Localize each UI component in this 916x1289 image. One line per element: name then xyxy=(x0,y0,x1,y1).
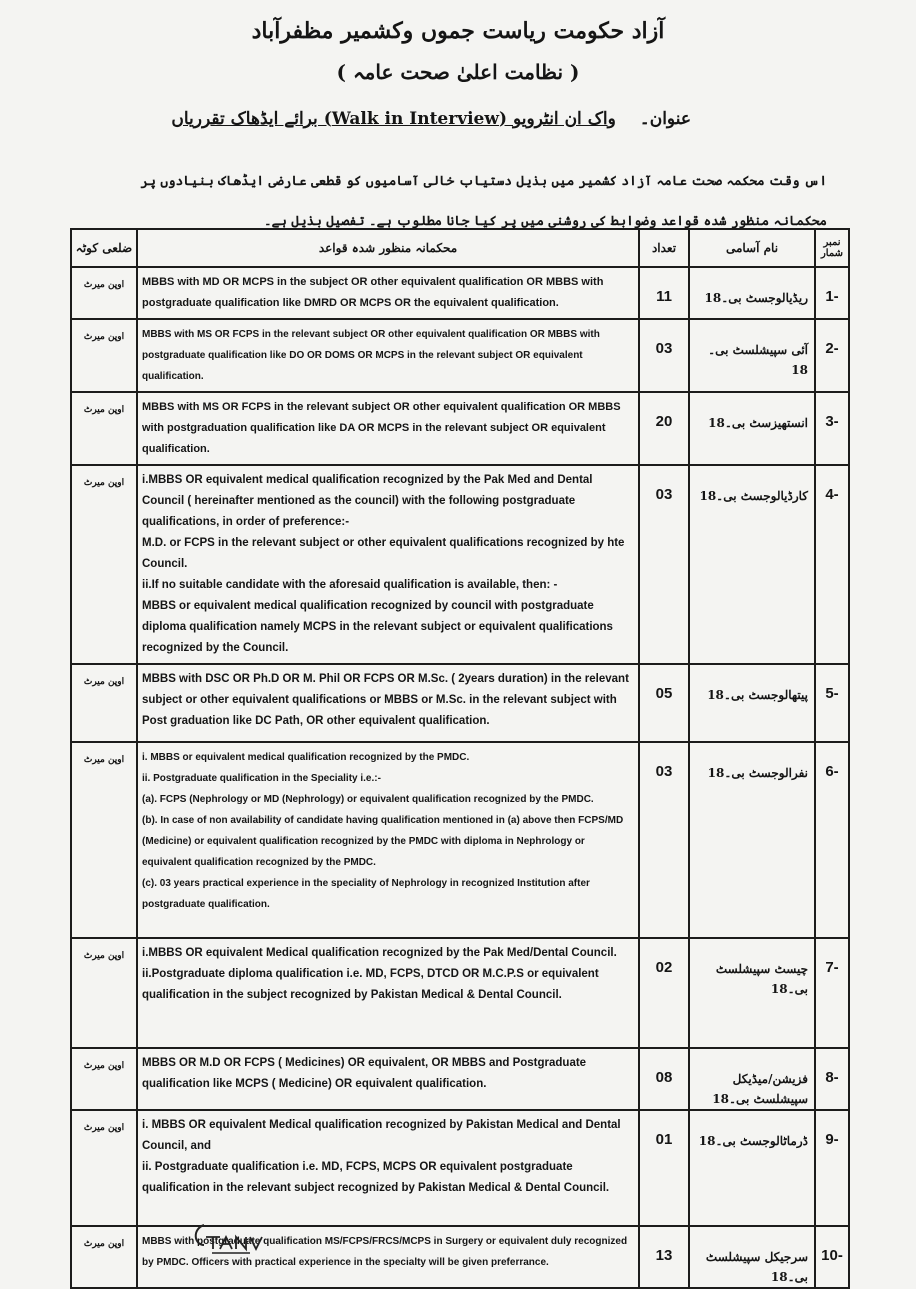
posts-table xyxy=(70,228,850,1289)
cell-quota: اوپن میرٹ xyxy=(71,1110,137,1226)
qualification-line: MBBS with MD OR MCPS in the subject OR other equivalent qualification OR MBBS with postgraduate qualification like DMRD OR MCPS OR the equivalent qualification. xyxy=(142,276,604,309)
intro-paragraph: اس وقت محکمہ صحت عامہ آزاد کشمیر میں بذیل دستیاب خالی آسامیوں کو قطعی عارضی ایڈھاک بنیادوں پر محکمانہ منظور شدہ قواعد وضوابط کی روشنی میں پر کیا جانا مطلوب ہے۔ تفصیل بذیل ہے۔ xyxy=(140,174,827,229)
cell-count: 13 xyxy=(639,1226,689,1288)
department-heading: آزاد حکومت ریاست جموں وکشمیر مظفرآباد xyxy=(251,18,665,44)
table-row xyxy=(71,938,849,1048)
cell-count: 20 xyxy=(639,392,689,465)
qualification-line: MBBS with postgraduate qualification MS/FCPS/FRCS/MCPS in Surgery or equivalent duly recognized by PMDC. Officers with practical experience in the specialty will be given preferrance. xyxy=(142,1236,628,1268)
signature-initials xyxy=(190,1215,270,1255)
cell-qualification xyxy=(137,742,639,938)
qualification-line: M.D. or FCPS in the relevant subject or other equivalent qualifications recognized by hte Council. xyxy=(142,537,625,570)
cell-post-name: چیسٹ سپیشلسٹ بی۔18 xyxy=(689,938,815,1048)
cell-quota: اوپن میرٹ xyxy=(71,465,137,664)
header-qualification: محکمانہ منظور شدہ قواعد xyxy=(137,229,639,267)
cell-count: 05 xyxy=(639,664,689,742)
table-row xyxy=(71,1110,849,1226)
subject-label: عنوان۔ xyxy=(639,109,691,129)
cell-count: 02 xyxy=(639,938,689,1048)
cell-post-name: فزیشن/میڈیکل سپیشلسٹ بی۔18 xyxy=(689,1048,815,1110)
qualification-line: ii.Postgraduate diploma qualification i.e. MD, FCPS, DTCD OR M.C.P.S or equivalent qualification in the subject recognized by Pakistan Medical & Dental Council. xyxy=(142,968,599,1001)
cell-quota: اوپن میرٹ xyxy=(71,938,137,1048)
cell-serial: 3- xyxy=(815,392,849,465)
qualification-line: MBBS OR M.D OR FCPS ( Medicines) OR equivalent, OR MBBS and Postgraduate qualification like MCPS ( Medicine) OR equivalent qualification. xyxy=(142,1057,587,1090)
qualification-line: i. MBBS OR equivalent Medical qualification recognized by Pakistan Medical and Dental Council, and xyxy=(142,1119,621,1152)
subject-line xyxy=(171,108,691,129)
cell-post-name: ریڈیالوجسٹ بی۔18 xyxy=(689,267,815,319)
cell-quota: اوپن میرٹ xyxy=(71,664,137,742)
qualification-line: i. MBBS or equivalent medical qualification recognized by the PMDC. xyxy=(142,752,470,763)
qualification-line: i.MBBS OR equivalent medical qualification recognized by the Pak Med and Dental Council ( hereinafter mentioned as the council) with the following postgraduate qualifications, in order of preference:- xyxy=(142,474,593,528)
qualification-line: (c). 03 years practical experience in the speciality of Nephrology in recognized Institution after postgraduate qualification. xyxy=(142,878,590,910)
cell-count: 03 xyxy=(639,465,689,664)
cell-quota: اوپن میرٹ xyxy=(71,392,137,465)
cell-post-name: آئی سپیشلسٹ بی۔18 xyxy=(689,319,815,392)
cell-qualification xyxy=(137,392,639,465)
table-header-row xyxy=(71,229,849,267)
cell-quota: اوپن میرٹ xyxy=(71,742,137,938)
cell-serial: 2- xyxy=(815,319,849,392)
directorate-heading: ( نظامت اعلیٰ صحت عامہ ) xyxy=(336,60,580,84)
cell-serial: 4- xyxy=(815,465,849,664)
qualification-line: (b). In case of non availability of candidate having qualification mentioned in (a) above then FCPS/MD (Medicine) or equivalent qualification recognized by the PMDC with diploma in Nephrology or equivalent qualification recognized by the PMDC. xyxy=(142,815,624,868)
table-row xyxy=(71,742,849,938)
cell-serial: 9- xyxy=(815,1110,849,1226)
cell-qualification xyxy=(137,938,639,1048)
cell-serial: 6- xyxy=(815,742,849,938)
table-row xyxy=(71,267,849,319)
cell-post-name: ڈرماٹالوجسٹ بی۔18 xyxy=(689,1110,815,1226)
header-sr: نمبر شمار xyxy=(815,229,849,267)
qualification-line: MBBS with DSC OR Ph.D OR M. Phil OR FCPS OR M.Sc. ( 2years duration) in the relevant subject or other equivalent qualifications or MBBS or M.Sc. in the relevant subject with Post graduation like DC Path, OR other equivalent qualification. xyxy=(142,673,629,727)
cell-serial: 5- xyxy=(815,664,849,742)
cell-quota: اوپن میرٹ xyxy=(71,319,137,392)
cell-count: 03 xyxy=(639,319,689,392)
qualification-line: MBBS or equivalent medical qualification recognized by council with postgraduate diploma qualification namely MCPS in the relevant subject or equivalent qualifications recognized by the Council. xyxy=(142,600,613,654)
qualification-line: i.MBBS OR equivalent Medical qualification recognized by the Pak Med/Dental Council. xyxy=(142,947,617,959)
cell-qualification xyxy=(137,319,639,392)
header-post: نام آسامی xyxy=(689,229,815,267)
qualification-line: ii. Postgraduate qualification i.e. MD, FCPS, MCPS OR equivalent postgraduate qualification in the relevant subject recognized by Pakistan Medical & Dental Council. xyxy=(142,1161,610,1194)
table-row xyxy=(71,664,849,742)
cell-qualification xyxy=(137,664,639,742)
cell-count: 11 xyxy=(639,267,689,319)
cell-post-name: سرجیکل سپیشلسٹ بی۔18 xyxy=(689,1226,815,1288)
cell-qualification xyxy=(137,465,639,664)
qualification-line: MBBS with MS OR FCPS in the relevant subject OR other equivalent qualification OR MBBS with postgraduate qualification like DO OR DOMS OR MCPS in the relevant subject OR equivalent qualification. xyxy=(142,329,600,382)
qualification-line: MBBS with MS OR FCPS in the relevant subject OR other equivalent qualification OR MBBS with postgraduation qualification like DA OR MCPS in the relevant subject OR equivalent qualification. xyxy=(142,401,621,455)
qualification-line: (a). FCPS (Nephrology or MD (Nephrology) or equivalent qualification recognized by the PMDC. xyxy=(142,794,594,805)
header-count: تعداد xyxy=(639,229,689,267)
cell-qualification xyxy=(137,1048,639,1110)
cell-qualification xyxy=(137,267,639,319)
cell-serial: 7- xyxy=(815,938,849,1048)
cell-count: 01 xyxy=(639,1110,689,1226)
cell-post-name: کارڈیالوجسٹ بی۔18 xyxy=(689,465,815,664)
table-row xyxy=(71,392,849,465)
qualification-line: ii. Postgraduate qualification in the Speciality i.e.:- xyxy=(142,773,381,784)
header-code: ضلعی کوٹہ xyxy=(71,229,137,267)
cell-qualification xyxy=(137,1110,639,1226)
table-row xyxy=(71,1226,849,1288)
qualification-line: ii.If no suitable candidate with the aforesaid qualification is available, then: - xyxy=(142,579,558,591)
cell-serial: 8- xyxy=(815,1048,849,1110)
cell-post-name: نفرالوجسٹ بی۔18 xyxy=(689,742,815,938)
cell-quota: اوپن میرٹ xyxy=(71,1226,137,1288)
table-row xyxy=(71,465,849,664)
cell-post-name: پیتھالوجسٹ بی۔18 xyxy=(689,664,815,742)
table-row xyxy=(71,1048,849,1110)
cell-count: 08 xyxy=(639,1048,689,1110)
cell-count: 03 xyxy=(639,742,689,938)
cell-quota: اوپن میرٹ xyxy=(71,1048,137,1110)
cell-serial: 1- xyxy=(815,267,849,319)
cell-quota: اوپن میرٹ xyxy=(71,267,137,319)
cell-post-name: انستھیزسٹ بی۔18 xyxy=(689,392,815,465)
subject-text: واک ان انٹرویو (Walk in Interview) برائے ایڈھاک تقرریاں xyxy=(171,109,616,129)
cell-serial: 10- xyxy=(815,1226,849,1288)
table-row xyxy=(71,319,849,392)
